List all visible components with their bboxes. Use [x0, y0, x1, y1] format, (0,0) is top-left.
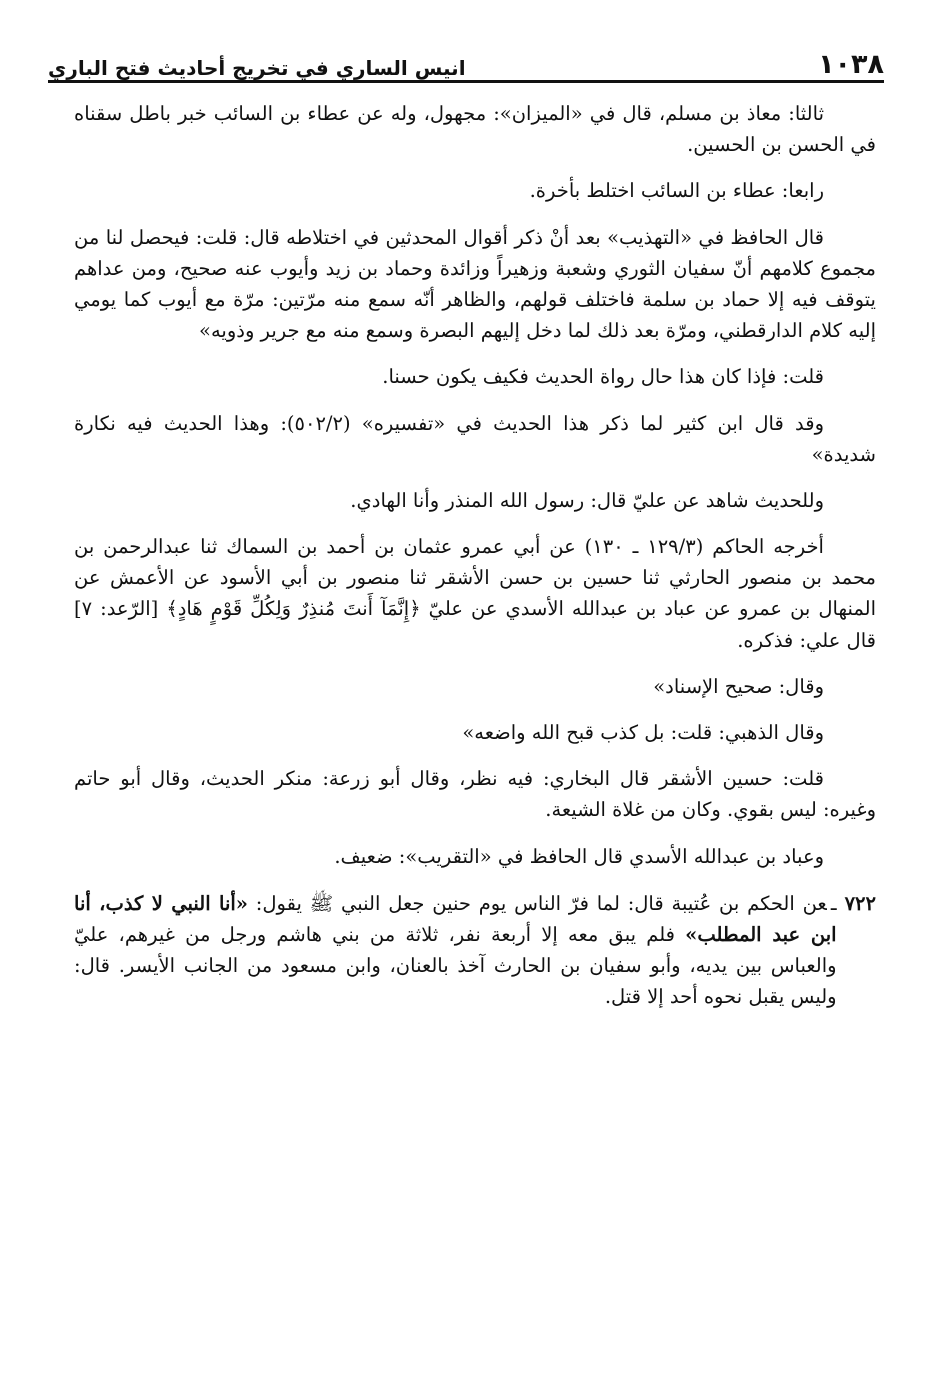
hadith-dash: ـ: [830, 891, 837, 915]
paragraph-abbad-grading: وعباد بن عبدالله الأسدي قال الحافظ في «التقريب»: ضعيف.: [334, 844, 824, 868]
hadith-quote: «أنا النبي لا كذب، أنا ابن عبد المطلب»: [74, 891, 837, 946]
hadith-text-intro: عن الحكم بن عُتيبة قال: لما فرّ الناس يوم حنين جعل النبي ﷺ يقول:: [247, 891, 827, 915]
running-title: انيس الساري في تخريج أحاديث فتح الباري: [48, 56, 466, 80]
paragraph-hakim-takhrij: أخرجه الحاكم (١٢٩/٣ ـ ١٣٠) عن أبي عمرو عثمان بن أحمد بن السماك ثنا عبدالرحمن بن محمد بن منصور الحارثي ثنا حسين بن حسن الأشقر ثنا منصور بن أبي الأسود عن الأعمش عن المنهال بن عمرو عن عباد بن عبدالله الأسدي عن عليّ ﴿إِنَّمَآ أَنتَ مُنذِرٌ وَلِكُلِّ قَوْمٍ هَادٍ﴾ [الرّعد: ٧] قال علي: فذكره.: [74, 535, 876, 652]
paragraph-ashqar-grading: قلت: حسين الأشقر قال البخاري: فيه نظر، وقال أبو زرعة: منكر الحديث، وقال أبو حاتم وغيره: ليس بقوي. وكان من غلاة الشيعة.: [74, 767, 876, 822]
page-body: [74, 98, 876, 1013]
paragraph-author-comment: قلت: فإذا كان هذا حال رواة الحديث فكيف يكون حسنا.: [382, 365, 824, 389]
page-number: ١٠٣٨: [818, 49, 884, 80]
paragraph-third-narrator: ثالثا: معاذ بن مسلم، قال في «الميزان»: مجهول، وله عن عطاء بن السائب خبر باطل سقناه في الحسن بن الحسين.: [74, 102, 876, 157]
paragraph-fourth-narrator: رابعا: عطاء بن السائب اختلط بأخرة.: [529, 179, 824, 203]
hadith-number: ٧٢٢: [844, 891, 876, 915]
hadith-text: [74, 888, 837, 1013]
hadith-text-rest: فلم يبق معه إلا أربعة نفر، ثلاثة من بني هاشم ورجل من غيرهم، عليّ والعباس بين يديه، وأبو سفيان بن الحارث آخذ بالعنان، وابن مسعود من الجانب الأيسر. قال: وليس يقبل نحوه أحد إلا قتل.: [74, 922, 837, 1009]
running-header: [48, 40, 884, 78]
header-rule: [48, 80, 884, 83]
paragraph-hakim-grading: وقال: صحيح الإسناد»: [653, 674, 824, 698]
paragraph-supporting-narration: وللحديث شاهد عن عليّ قال: رسول الله المنذر وأنا الهادي.: [350, 488, 824, 512]
hadith-entry: [74, 888, 876, 1013]
paragraph-tahdhib-quote: قال الحافظ في «التهذيب» بعد أنْ ذكر أقوال المحدثين في اختلاطه قال: قلت: فيحصل لنا من مجموع كلامهم أنّ سفيان الثوري وشعبة وزهيراً وزائدة وحماد بن زيد وأيوب عنه صحيح، ومن عداهم يتوقف فيه إلا حماد بن سلمة فاختلف قولهم، والظاهر أنّه سمع منه مرّتين: مرّة مع أيوب كما يومي إليه كلام الدارقطني، ومرّة بعد ذلك لما دخل إليهم البصرة وسمع منه مع جرير وذويه»: [74, 225, 876, 343]
paragraph-dhahabi-comment: وقال الذهبي: قلت: بل كذب قبح الله واضعه»: [462, 721, 824, 744]
paragraph-ibn-kathir: وقد قال ابن كثير لما ذكر هذا الحديث في «تفسيره» (٥٠٢/٢): وهذا الحديث فيه نكارة شديدة»: [74, 411, 876, 466]
